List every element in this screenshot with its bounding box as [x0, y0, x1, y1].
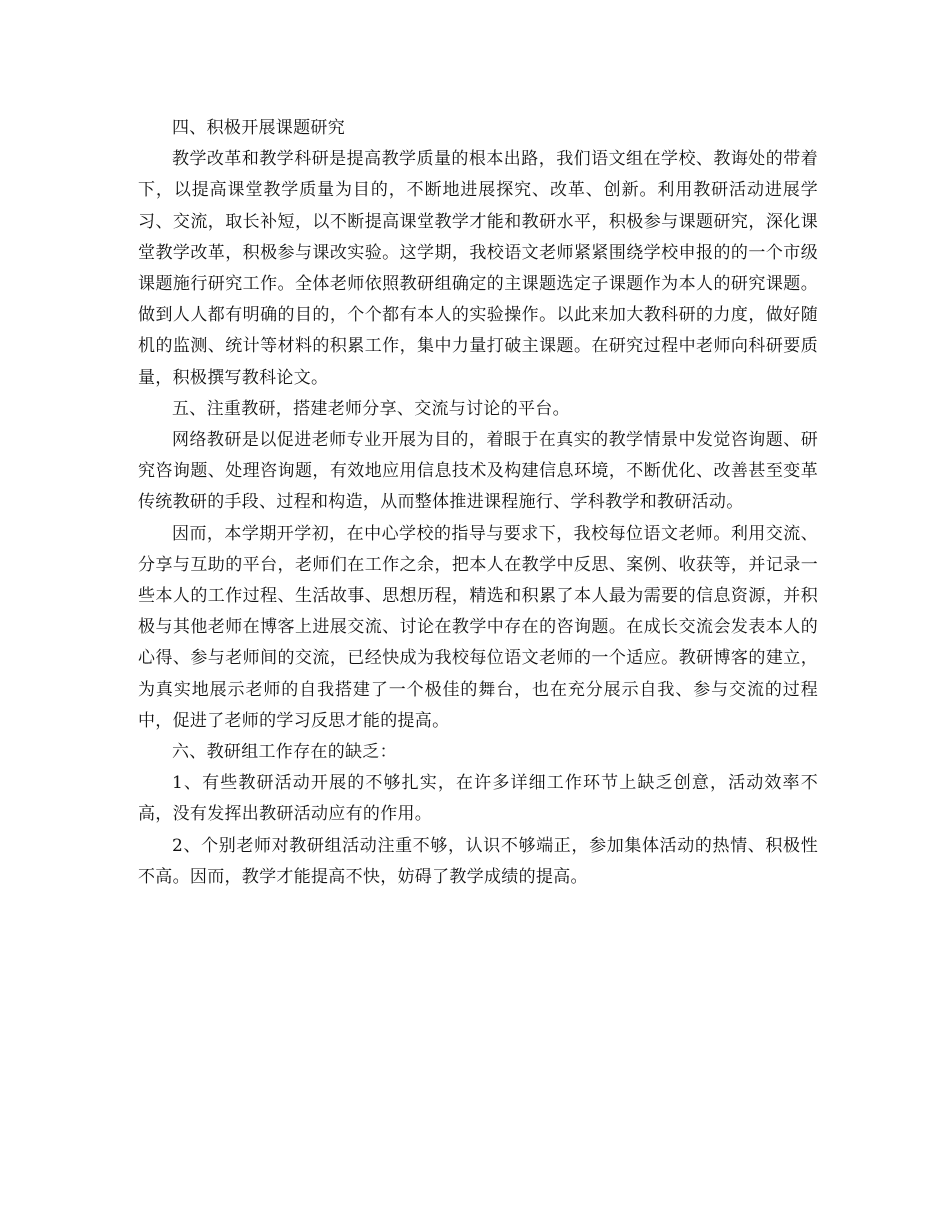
document-body	[138, 113, 818, 893]
paragraph-blog-exchange: 因而，本学期开学初，在中心学校的指导与要求下，我校每位语文老师。利用交流、分享与互助的平台，老师们在工作之余，把本人在教学中反思、案例、收获等，并记录一些本人的工作过程、生活故事、思想历程，精选和积累了本人最为需要的信息资源，并积极与其他老师在博客上进展交流、讨论在教学中存在的咨询题。在成长交流会发表本人的心得、参与老师间的交流，已经快成为我校每位语文老师的一个适应。教研博客的建立，为真实地展示老师的自我搭建了一个极佳的舞台，也在充分展示自我、参与交流的过程中，促进了老师的学习反思才能的提高。	[138, 523, 818, 731]
section-heading-research: 四、积极开展课题研究	[172, 118, 345, 138]
list-item-shortcoming-1: 1、有些教研活动开展的不够扎实，在许多详细工作环节上缺乏创意，活动效率不高，没有发挥出教研活动应有的作用。	[138, 773, 818, 825]
section-heading-platform: 五、注重教研，搭建老师分享、交流与讨论的平台。	[172, 398, 570, 419]
list-item-shortcoming-2: 2、个别老师对教研组活动注重不够，认识不够端正，参加集体活动的热情、积极性不高。因而，教学才能提高不快，妨碍了教学成绩的提高。	[138, 835, 818, 887]
section-heading-shortcomings: 六、教研组工作存在的缺乏：	[172, 742, 397, 763]
paragraph-online-research: 网络教研是以促进老师专业开展为目的，着眼于在真实的教学情景中发觉咨询题、研究咨询题、处理咨询题，有效地应用信息技术及构建信息环境，不断优化、改善甚至变革传统教研的手段、过程和构造，从而整体推进课程施行、学科教学和教研活动。	[138, 430, 818, 513]
paragraph-research: 教学改革和教学科研是提高教学质量的根本出路，我们语文组在学校、教诲处的带着下，以提高课堂教学质量为目的，不断地进展探究、改革、创新。利用教研活动进展学习、交流，取长补短，以不断提高课堂教学才能和教研水平，积极参与课题研究，深化课堂教学改革，积极参与课改实验。这学期，我校语文老师紧紧围绕学校申报的的一个市级课题施行研究工作。全体老师依照教研组确定的主课题选定子课题作为本人的研究课题。做到人人都有明确的目的，个个都有本人的实验操作。以此来加大教科研的力度，做好随机的监测、统计等材料的积累工作，集中力量打破主课题。在研究过程中老师向科研要质量，积极撰写教科论文。	[138, 149, 818, 388]
